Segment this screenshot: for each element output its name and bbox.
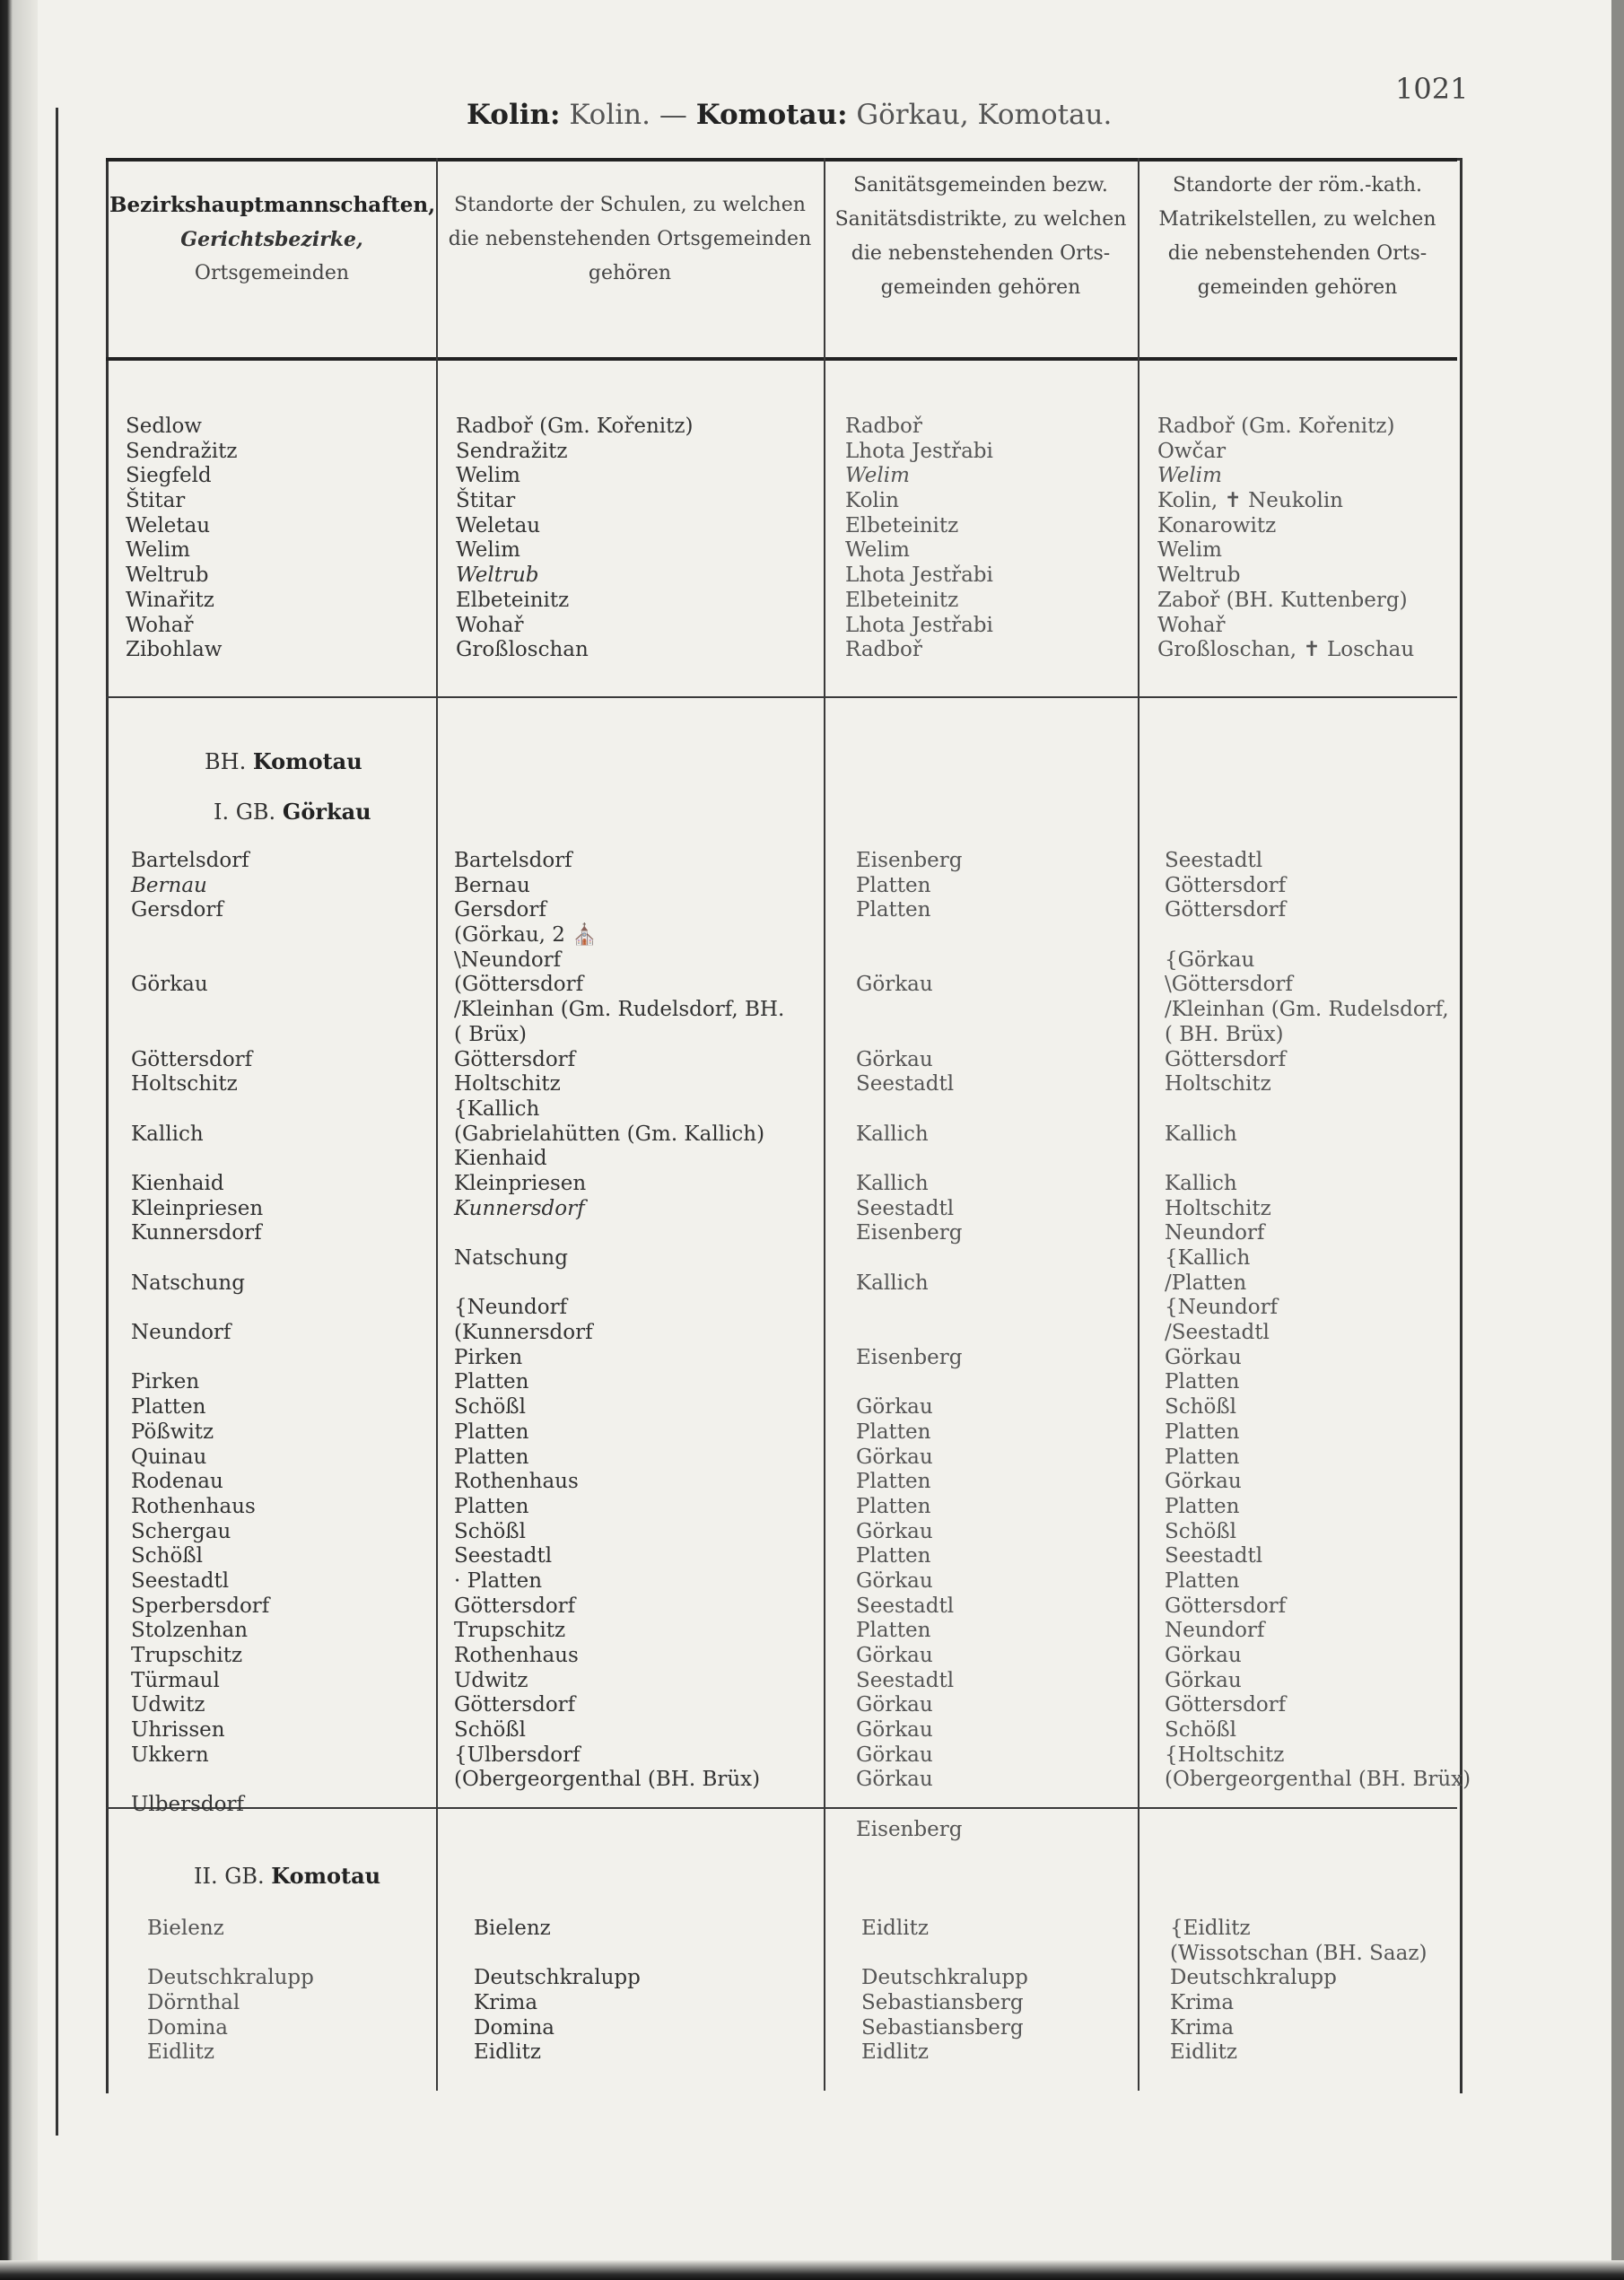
block2-col3-entry: Kallich <box>856 1171 929 1195</box>
block2-col4-entry: Schößl <box>1165 1718 1237 1743</box>
block3-col1-entry: Dörnthal <box>147 1991 240 2015</box>
block2-col1-entry: Görkau <box>131 973 208 997</box>
block1-col4-entry: Weltrub <box>1157 563 1241 588</box>
block2-col3-entry: Platten <box>856 1494 931 1518</box>
bh-heading <box>205 748 362 774</box>
block2-col4-entry: Görkau <box>1165 1470 1242 1494</box>
gb1-heading <box>214 799 371 825</box>
header-col3-line3: die nebenstehenden Orts- <box>851 242 1111 265</box>
block3-col2-entry <box>474 1942 641 1967</box>
gb2-label: II. GB. <box>194 1864 265 1889</box>
block3-col3-entry: Sebastiansberg <box>861 1991 1024 2015</box>
block1-col3-entry: Radboř <box>845 415 922 438</box>
block2-col2-entry: Platten <box>454 1370 529 1394</box>
block2-col1-entry <box>131 1147 269 1172</box>
block2-col2-entry: Trupschitz <box>454 1619 566 1643</box>
block2-col2-entry: (Görkau, 2 ⛪ <box>454 923 598 948</box>
block2-col3-entry: Seestadtl <box>856 1594 955 1618</box>
block1-col4-entry: Owčar <box>1157 439 1227 463</box>
block2-col3-entry: Görkau <box>856 973 933 997</box>
table-top-rule <box>106 158 1457 162</box>
header-col3-line1: Sanitätsgemeinden bezw. <box>853 174 1108 197</box>
block2-col4-entry: Platten <box>1165 1494 1240 1518</box>
block2-col1-entry: Göttersdorf <box>131 1047 253 1071</box>
block2-col3-entry <box>856 1097 962 1123</box>
block2-col3-entry: Platten <box>856 1619 931 1643</box>
block1-col1-entry: Weletau <box>126 513 211 537</box>
block2-col3-entry: Görkau <box>856 1519 933 1543</box>
block1-col1-entry: Zibohlaw <box>126 638 223 662</box>
block2-col2-entry: Kunnersdorf <box>454 1196 585 1220</box>
block1-col2-entry: Elbeteinitz <box>456 588 570 612</box>
header-col2-line1: Standorte der Schulen, zu welchen <box>454 194 806 216</box>
block2-col1-entry: Schößl <box>131 1544 204 1568</box>
block2-col3-entry: Platten <box>856 1544 931 1568</box>
block2-col4-entry: {Görkau <box>1165 948 1255 972</box>
margin-rule <box>56 108 58 2136</box>
block3-municipalities <box>147 1917 314 2066</box>
block1-col4-entry: Konarowitz <box>1157 513 1277 537</box>
block2-col1-entry: Uhrissen <box>131 1718 225 1743</box>
block2-col4-entry: \Göttersdorf <box>1165 973 1293 997</box>
block2-col4-entry: Görkau <box>1165 1345 1242 1369</box>
running-head-towns-2: Görkau, Komotau. <box>856 99 1113 131</box>
bh-name: Komotau <box>252 748 362 774</box>
page-right-edge <box>1611 0 1624 2280</box>
block1-col1-entry: Štitar <box>126 489 186 513</box>
block2-col3-entry <box>856 1023 962 1048</box>
block2-col4-entry: Göttersdorf <box>1165 898 1287 922</box>
block2-parish-registries <box>1165 849 1471 1793</box>
block2-col2-entry: Natschung <box>454 1246 568 1270</box>
block2-col4-entry: Platten <box>1165 1568 1240 1593</box>
block1-col3-entry: Welim <box>845 464 910 488</box>
block3-col2-entry: Krima <box>474 1991 538 2015</box>
header-col4-line1: Standorte der röm.-kath. <box>1172 174 1422 197</box>
block3-col4-entry: Krima <box>1170 1991 1235 2015</box>
block2-col4-entry: Göttersdorf <box>1165 1594 1287 1618</box>
register-table <box>106 158 1471 2096</box>
header-col2-line3: gehören <box>588 262 672 284</box>
block2-col1-entry: Neundorf <box>131 1321 231 1345</box>
block2-col4-entry: Holtschitz <box>1165 1196 1271 1220</box>
block1-col3-entry: Lhota Jestřabi <box>845 613 993 637</box>
block2-municipalities <box>131 849 269 1818</box>
block3-col3-entry: Sebastiansberg <box>861 2015 1024 2040</box>
block1-col2-entry: Welim <box>456 538 520 563</box>
block2-col3-entry <box>856 923 962 948</box>
block2-col1-entry: Ukkern <box>131 1743 209 1767</box>
bh-label: BH. <box>205 749 247 774</box>
header-col4-line4: gemeinden gehören <box>1197 276 1398 299</box>
block2-col4-entry: Göttersdorf <box>1165 1693 1287 1717</box>
block2-col3-entry: Görkau <box>856 1693 933 1717</box>
block2-col1-entry: Kienhaid <box>131 1171 224 1195</box>
block2-col4-entry: /Platten <box>1165 1271 1247 1295</box>
block3-school-locations <box>474 1917 641 2066</box>
block2-col2-entry <box>454 1221 784 1246</box>
block1-col2-entry: Štitar <box>456 489 516 513</box>
block1-sanitary-districts <box>845 415 993 663</box>
block2-col3-entry: Görkau <box>856 1768 933 1792</box>
block2-col1-entry <box>131 923 269 948</box>
block2-col1-entry: Pößwitz <box>131 1420 214 1444</box>
block2-col2-entry: Schößl <box>454 1718 527 1743</box>
block2-col4-entry: ( BH. Brüx) <box>1165 1022 1284 1046</box>
header-col4-line3: die nebenstehenden Orts- <box>1167 242 1428 265</box>
block2-col1-entry: Kleinpriesen <box>131 1196 264 1220</box>
block2-col2-entry: Bernau <box>454 873 530 897</box>
block1-col2-entry: Weletau <box>456 513 541 537</box>
block2-col2-entry <box>454 1271 784 1297</box>
block2-col4-entry: Seestadtl <box>1165 1544 1263 1568</box>
block2-col4-entry: {Neundorf <box>1165 1296 1279 1320</box>
block2-col3-entry: Görkau <box>856 1395 933 1420</box>
block2-col4-entry <box>1165 1097 1471 1123</box>
block3-col3-entry: Eidlitz <box>861 1917 929 1940</box>
block3-col3-entry <box>861 1942 1028 1967</box>
block3-col2-entry: Eidlitz <box>474 2040 541 2065</box>
block2-col4-entry: Kallich <box>1165 1171 1237 1195</box>
block2-col3-entry: Eisenberg <box>856 1345 963 1369</box>
gb1-label: I. GB. <box>214 799 276 825</box>
block2-col3-entry <box>856 1370 962 1395</box>
block2-col1-entry: Kallich <box>131 1122 204 1146</box>
block2-col3-entry: Görkau <box>856 1718 933 1743</box>
block2-col3-entry <box>856 1793 962 1818</box>
running-head-district-1: Kolin: <box>467 99 561 131</box>
block3-col4-entry: Eidlitz <box>1170 2040 1237 2065</box>
block2-col3-entry: Görkau <box>856 1644 933 1667</box>
block2-col1-entry <box>131 1097 269 1123</box>
block2-col3-entry: Platten <box>856 1470 931 1494</box>
running-head-district-2: Komotau: <box>695 99 848 131</box>
block2-col3-entry: Eisenberg <box>856 1221 963 1245</box>
block2-col2-entry: {Neundorf <box>454 1296 568 1320</box>
block2-col2-entry: Seestadtl <box>454 1544 553 1568</box>
block2-col1-entry: Bernau <box>131 873 207 897</box>
block2-col2-entry: · Platten <box>454 1568 543 1593</box>
block2-col3-entry: Kallich <box>856 1271 929 1295</box>
block3-col2-entry: Deutschkralupp <box>474 1966 641 1990</box>
block1-parish-registries <box>1157 415 1414 663</box>
block2-col1-entry <box>131 1346 269 1371</box>
block1-col1-entry: Sendražitz <box>126 439 238 463</box>
block1-col1-entry: Weltrub <box>126 563 209 588</box>
block2-col4-entry: Neundorf <box>1165 1619 1265 1643</box>
block1-col4-entry: Radboř (Gm. Kořenitz) <box>1157 415 1395 438</box>
block2-col2-entry: Rothenhaus <box>454 1470 579 1494</box>
block2-col1-entry <box>131 1246 269 1271</box>
block2-col2-entry: Gersdorf <box>454 898 546 922</box>
block1-col2-entry: Weltrub <box>456 563 539 588</box>
block2-col1-entry: Stolzenhan <box>131 1619 249 1643</box>
block1-col3-entry: Lhota Jestřabi <box>845 439 993 463</box>
block2-col1-entry: Kunnersdorf <box>131 1221 262 1245</box>
block2-col3-entry <box>856 1296 962 1321</box>
block1-col2-entry: Radboř (Gm. Kořenitz) <box>456 415 694 438</box>
block1-col4-entry: Welim <box>1157 538 1222 563</box>
block2-col1-entry: Bartelsdorf <box>131 849 249 872</box>
block2-col3-entry: Platten <box>856 873 931 897</box>
block2-col4-entry: {Holtschitz <box>1165 1743 1285 1767</box>
block1-col4-entry: Kolin, ✝ Neukolin <box>1157 489 1343 513</box>
block2-col3-entry <box>856 1147 962 1172</box>
block2-col2-entry: ( Brüx) <box>454 1022 527 1046</box>
block2-col2-entry: Schößl <box>454 1395 527 1420</box>
block2-col4-entry: Göttersdorf <box>1165 1047 1287 1071</box>
block2-col2-entry: Göttersdorf <box>454 1594 576 1618</box>
block2-col4-entry: Neundorf <box>1165 1221 1265 1245</box>
block2-col2-entry: Göttersdorf <box>454 1693 576 1717</box>
block3-col1-entry <box>147 1942 314 1967</box>
block1-col2-entry: Welim <box>456 464 520 488</box>
block2-col3-entry <box>856 1246 962 1271</box>
block2-col1-entry: Platten <box>131 1395 206 1420</box>
block2-col3-entry: Eisenberg <box>856 1817 963 1841</box>
block3-col3-entry: Eidlitz <box>861 2040 929 2065</box>
block2-col2-entry: Kleinpriesen <box>454 1171 587 1195</box>
block2-col1-entry <box>131 1768 269 1793</box>
header-col1-line1: Bezirkshauptmannschaften, <box>109 193 436 217</box>
block2-col2-entry: Kienhaid <box>454 1147 547 1171</box>
block3-col2-entry: Bielenz <box>474 1917 551 1940</box>
block2-col3-entry: Seestadtl <box>856 1072 955 1096</box>
block2-col4-entry: /Seestadtl <box>1165 1321 1270 1345</box>
block2-col3-entry: Görkau <box>856 1047 933 1071</box>
block2-col4-entry: /Kleinhan (Gm. Rudelsdorf, <box>1165 998 1449 1022</box>
block2-col2-entry: (Göttersdorf <box>454 973 584 997</box>
block2-col2-entry: Udwitz <box>454 1668 528 1692</box>
block2-col4-entry: Platten <box>1165 1420 1240 1444</box>
block3-col4-entry: Krima <box>1170 2015 1235 2040</box>
block2-col2-entry: {Kallich <box>454 1096 540 1121</box>
block2-col3-entry <box>856 998 962 1023</box>
block2-col3-entry: Kallich <box>856 1122 929 1146</box>
block2-col4-entry: Platten <box>1165 1370 1240 1394</box>
block2-col3-entry: Platten <box>856 898 931 922</box>
block2-col3-entry: Eisenberg <box>856 849 963 872</box>
running-head <box>467 99 1112 131</box>
gb2-name: Komotau <box>271 1863 381 1889</box>
block2-col2-entry: {Ulbersdorf <box>454 1743 581 1767</box>
block3-sanitary-districts <box>861 1917 1028 2066</box>
block1-col4-entry: Welim <box>1157 464 1222 488</box>
block1-col4-entry: Großloschan, ✝ Loschau <box>1157 638 1415 662</box>
block1-col4-entry: Zaboř (BH. Kuttenberg) <box>1157 588 1408 612</box>
block2-col2-entry: /Kleinhan (Gm. Rudelsdorf, BH. <box>454 998 785 1022</box>
block2-col2-entry: \Neundorf <box>454 948 562 972</box>
block1-col1-entry: Winařitz <box>126 588 214 612</box>
block2-col4-entry: Görkau <box>1165 1668 1242 1692</box>
header-col4-line2: Matrikelstellen, zu welchen <box>1158 208 1436 231</box>
block2-col4-entry: Kallich <box>1165 1122 1237 1146</box>
block1-col1-entry: Wohař <box>126 613 194 637</box>
block1-col3-entry: Radboř <box>845 638 922 662</box>
block2-col4-entry <box>1165 923 1471 948</box>
page-number: 1021 <box>1395 72 1469 106</box>
block2-col3-entry: Seestadtl <box>856 1668 955 1692</box>
block2-col2-entry: Rothenhaus <box>454 1644 579 1667</box>
block2-col1-entry: Seestadtl <box>131 1568 230 1593</box>
header-col1-line2: Gerichtsbezirke, <box>180 228 363 251</box>
block2-col1-entry: Pirken <box>131 1370 200 1394</box>
block2-col1-entry: Türmaul <box>131 1668 220 1692</box>
block2-col4-entry: Platten <box>1165 1445 1240 1469</box>
block1-col2-entry: Sendražitz <box>456 439 568 463</box>
block2-col4-entry: Göttersdorf <box>1165 873 1287 897</box>
block1-school-locations <box>456 415 693 663</box>
block2-col3-entry: Platten <box>856 1420 931 1444</box>
header-col2-line2: die nebenstehenden Ortsgemeinden <box>448 228 812 250</box>
block2-col2-entry: Schößl <box>454 1519 527 1543</box>
block2-col4-entry: (Obergeorgenthal (BH. Brüx) <box>1165 1768 1471 1792</box>
block1-col1-entry: Sedlow <box>126 415 202 438</box>
block2-col1-entry: Holtschitz <box>131 1072 238 1096</box>
gb1-name: Görkau <box>282 799 371 825</box>
header-col1-line3: Ortsgemeinden <box>194 262 350 284</box>
block2-col1-entry: Ulbersdorf <box>131 1793 244 1817</box>
book-binding-edge <box>0 0 38 2280</box>
block2-col1-entry <box>131 1296 269 1321</box>
block2-col4-entry: Holtschitz <box>1165 1072 1271 1096</box>
block1-col1-entry: Siegfeld <box>126 464 212 488</box>
block2-col1-entry: Quinau <box>131 1445 207 1469</box>
block2-col3-entry: Seestadtl <box>856 1196 955 1220</box>
block3-col4-entry: Deutschkralupp <box>1170 1966 1337 1990</box>
block2-col4-entry: Görkau <box>1165 1644 1242 1667</box>
block2-col1-entry: Rodenau <box>131 1470 223 1494</box>
block-separator-1 <box>106 696 1457 698</box>
page-bottom-edge <box>0 2260 1624 2280</box>
block2-col3-entry: Görkau <box>856 1568 933 1593</box>
block3-col1-entry: Eidlitz <box>147 2040 214 2065</box>
block2-col2-entry: Platten <box>454 1420 529 1444</box>
block2-col3-entry: Görkau <box>856 1445 933 1469</box>
block2-col4-entry <box>1165 1147 1471 1172</box>
block2-col2-entry: Holtschitz <box>454 1072 561 1096</box>
gb2-heading <box>194 1863 380 1889</box>
block2-col4-entry: Schößl <box>1165 1519 1237 1543</box>
block2-col2-entry: Platten <box>454 1445 529 1469</box>
running-head-towns-1: Kolin. — <box>569 99 687 131</box>
block3-parish-registries <box>1170 1917 1427 2066</box>
block3-col2-entry: Domina <box>474 2015 554 2040</box>
block2-col2-entry: Platten <box>454 1494 529 1518</box>
block2-school-locations <box>454 849 784 1793</box>
block2-col1-entry: Rothenhaus <box>131 1494 256 1518</box>
block2-col1-entry <box>131 948 269 974</box>
block-separator-2 <box>106 1807 1457 1809</box>
block2-col3-entry <box>856 1321 962 1346</box>
block2-col3-entry <box>856 948 962 974</box>
block1-municipalities <box>126 415 237 663</box>
header-col3-line4: gemeinden gehören <box>880 276 1081 299</box>
block3-col3-entry: Deutschkralupp <box>861 1966 1028 1990</box>
block2-col2-entry: (Kunnersdorf <box>454 1321 593 1345</box>
block2-col3-entry: Görkau <box>856 1743 933 1767</box>
block1-col2-entry: Wohař <box>456 613 524 637</box>
block1-col2-entry: Großloschan <box>456 638 589 662</box>
block3-col4-entry: (Wissotschan (BH. Saaz) <box>1170 1941 1428 1965</box>
block3-col1-entry: Deutschkralupp <box>147 1966 314 1990</box>
block2-col1-entry: Udwitz <box>131 1693 205 1717</box>
block1-col1-entry: Welim <box>126 538 190 563</box>
block1-col3-entry: Elbeteinitz <box>845 588 959 612</box>
block1-col3-entry: Kolin <box>845 489 899 513</box>
block2-col2-entry: (Obergeorgenthal (BH. Brüx) <box>454 1768 761 1792</box>
block2-col1-entry <box>131 1023 269 1048</box>
block2-col1-entry: Trupschitz <box>131 1644 243 1667</box>
block2-col1-entry: Schergau <box>131 1519 231 1543</box>
block2-col1-entry: Sperbersdorf <box>131 1594 270 1618</box>
block2-sanitary-districts <box>856 849 962 1843</box>
block3-col4-entry: {Eidlitz <box>1170 1917 1251 1940</box>
block1-col3-entry: Elbeteinitz <box>845 513 959 537</box>
block1-col3-entry: Welim <box>845 538 910 563</box>
block2-col2-entry: Pirken <box>454 1345 523 1369</box>
block2-col4-entry: Schößl <box>1165 1395 1237 1420</box>
block1-col3-entry: Lhota Jestřabi <box>845 563 993 588</box>
block2-col1-entry: Natschung <box>131 1271 245 1295</box>
block2-col1-entry <box>131 998 269 1023</box>
block2-col4-entry: {Kallich <box>1165 1246 1251 1270</box>
block3-col1-entry: Domina <box>147 2015 228 2040</box>
block2-col4-entry: Seestadtl <box>1165 849 1263 872</box>
block2-col2-entry: Bartelsdorf <box>454 849 572 872</box>
block3-col1-entry: Bielenz <box>147 1917 224 1940</box>
header-col3-line2: Sanitätsdistrikte, zu welchen <box>834 208 1127 231</box>
block2-col1-entry: Gersdorf <box>131 898 223 922</box>
block2-col2-entry: (Gabrielahütten (Gm. Kallich) <box>454 1122 765 1146</box>
block2-col2-entry: Göttersdorf <box>454 1047 576 1071</box>
block1-col4-entry: Wohař <box>1157 613 1226 637</box>
